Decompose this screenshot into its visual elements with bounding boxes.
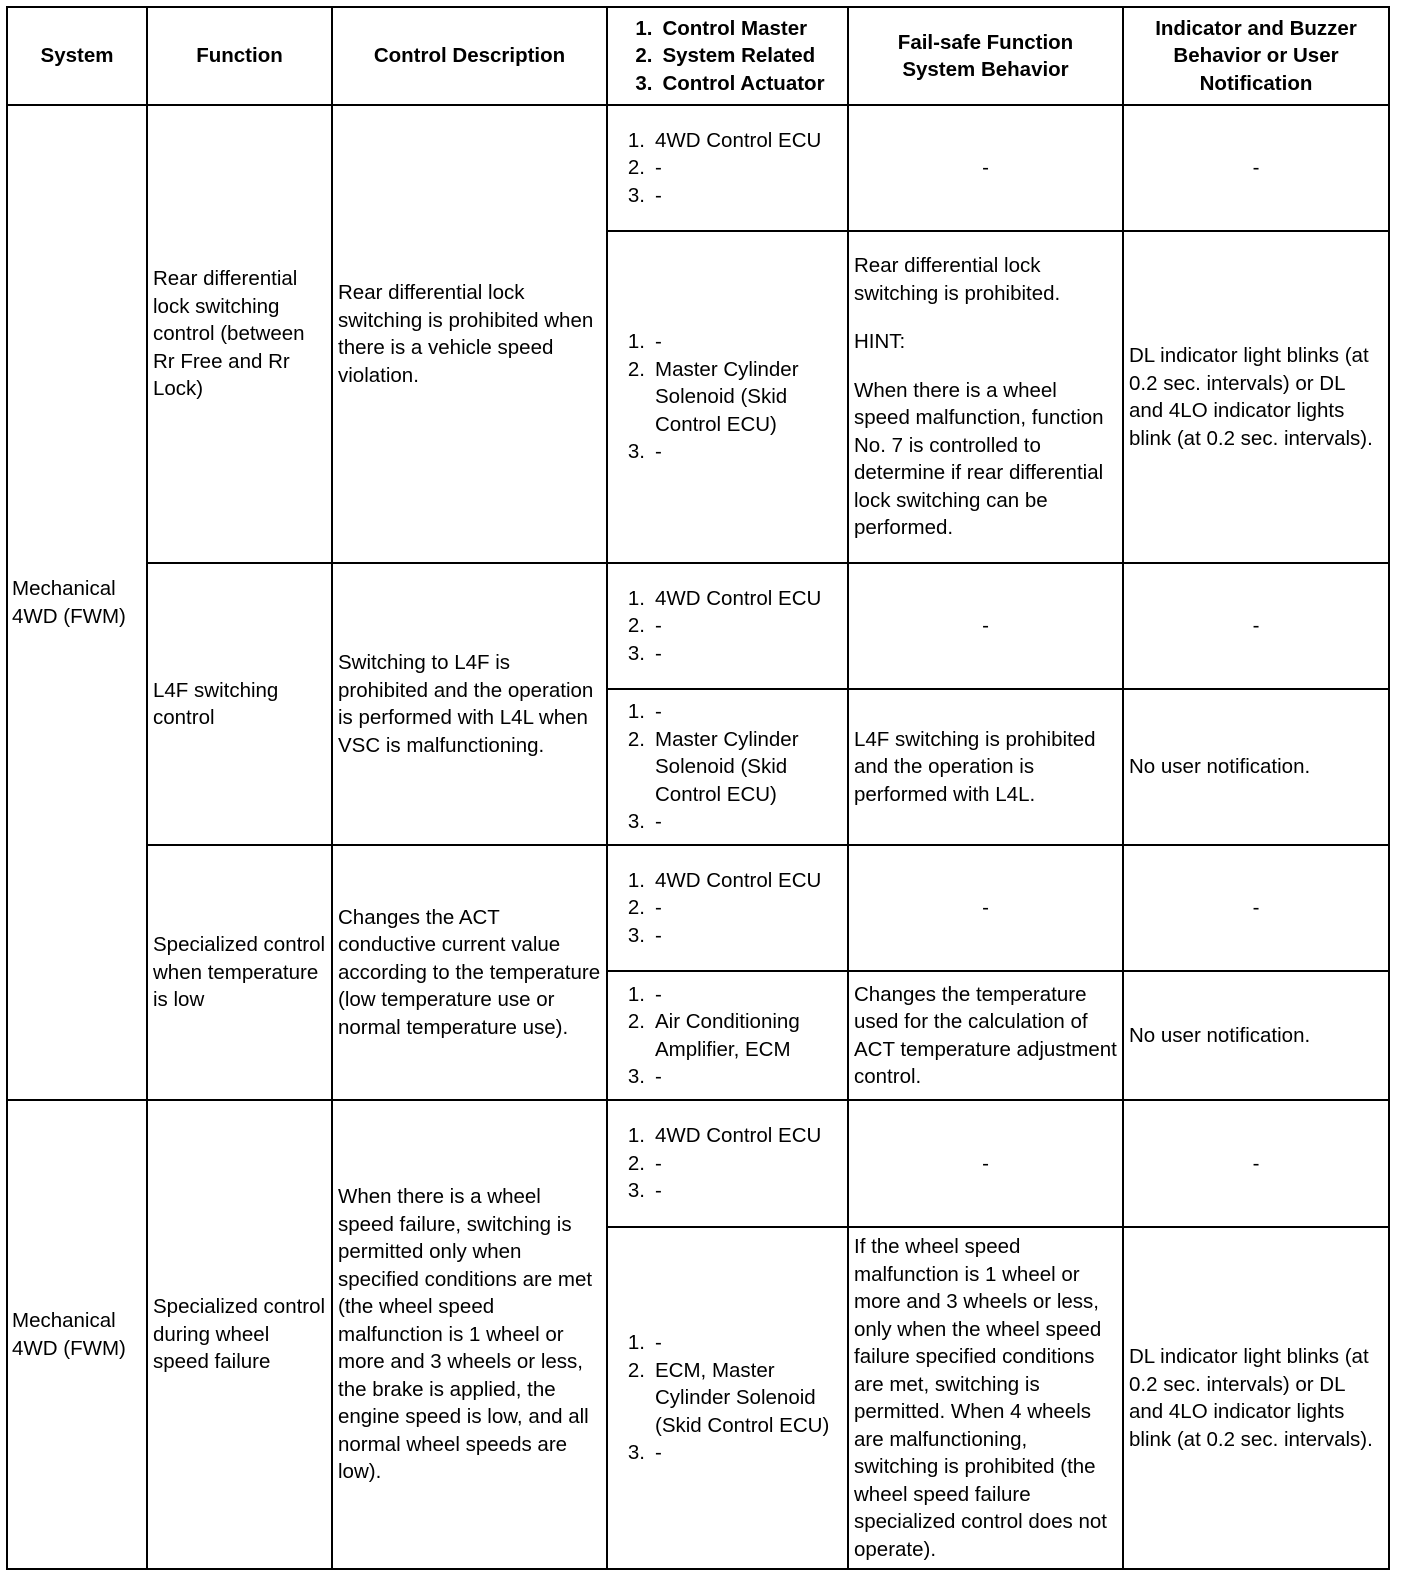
fail-safe-spec-table	[6, 6, 1390, 1570]
indicator-cell: DL indicator light blinks (at 0.2 sec. intervals) or DL and 4LO indicator lights blink (at 0.2 sec. intervals).	[1123, 231, 1389, 563]
roles-cell: 1. - 2. Air Conditioning Amplifier, ECM 3. -	[607, 971, 848, 1100]
failsafe-cell: -	[848, 1100, 1123, 1227]
hint-text: When there is a wheel speed malfunction, function No. 7 is controlled to determine if rear differential lock switching can be performed.	[854, 378, 1104, 540]
header-role-related: System Related	[662, 44, 816, 68]
header-system: System	[7, 7, 147, 105]
failsafe-cell: -	[848, 105, 1123, 231]
description-cell: Switching to L4F is prohibited and the operation is performed with L4L when VSC is malfunctioning.	[332, 563, 607, 845]
header-control-description: Control Description	[332, 7, 607, 105]
indicator-cell: No user notification.	[1123, 971, 1389, 1100]
roles-cell: 1. 4WD Control ECU 2. - 3. -	[607, 845, 848, 971]
header-indicator: Indicator and Buzzer Behavior or User Notification	[1123, 7, 1389, 105]
roles-cell: 1. - 2. Master Cylinder Solenoid (Skid Control ECU) 3. -	[607, 689, 848, 845]
header-failsafe: Fail-safe Function System Behavior	[848, 7, 1123, 105]
failsafe-cell: -	[848, 563, 1123, 689]
indicator-cell: -	[1123, 563, 1389, 689]
failsafe-cell: Changes the temperature used for the calculation of ACT temperature adjustment control.	[848, 971, 1123, 1100]
header-control-roles: 1. Control Master 2. System Related 3. Control Actuator	[607, 7, 848, 105]
table-row	[7, 1100, 1389, 1227]
indicator-cell: -	[1123, 105, 1389, 231]
roles-cell: 1. - 2. ECM, Master Cylinder Solenoid (Skid Control ECU) 3. -	[607, 1227, 848, 1569]
description-cell: Rear differential lock switching is prohibited when there is a vehicle speed violation.	[332, 105, 607, 563]
indicator-cell: -	[1123, 845, 1389, 971]
function-cell: Rear differential lock switching control (between Rr Free and Rr Lock)	[147, 105, 332, 563]
header-function: Function	[147, 7, 332, 105]
roles-cell: 1. 4WD Control ECU 2. - 3. -	[607, 1100, 848, 1227]
failsafe-cell: Rear differential lock switching is prohibited. HINT: When there is a wheel speed malfunction, function No. 7 is controlled to determine if rear differential lock switching can be performed.	[848, 231, 1123, 563]
system-cell: Mechanical 4WD (FWM)	[7, 1100, 147, 1569]
header-role-actuator: Control Actuator	[662, 71, 825, 95]
indicator-cell: -	[1123, 1100, 1389, 1227]
table-row	[7, 563, 1389, 689]
failsafe-cell: L4F switching is prohibited and the operation is performed with L4L.	[848, 689, 1123, 845]
roles-cell: 1. 4WD Control ECU 2. - 3. -	[607, 105, 848, 231]
description-cell: Changes the ACT conductive current value according to the temperature (low temperature use or normal temperature use).	[332, 845, 607, 1100]
system-cell: Mechanical 4WD (FWM)	[7, 105, 147, 1100]
function-cell: Specialized control when temperature is low	[147, 845, 332, 1100]
description-cell: When there is a wheel speed failure, switching is permitted only when specified conditions are met (the wheel speed malfunction is 1 wheel or more and 3 wheels or less, the brake is applied, the engine speed is low, and all normal wheel speeds are low).	[332, 1100, 607, 1569]
table-row	[7, 105, 1389, 231]
roles-cell: 1. - 2. Master Cylinder Solenoid (Skid Control ECU) 3. -	[607, 231, 848, 563]
failsafe-cell: -	[848, 845, 1123, 971]
header-role-master: Control Master	[662, 16, 808, 40]
hint-label: HINT:	[854, 330, 906, 354]
header-row	[7, 7, 1389, 105]
function-cell: Specialized control during wheel speed failure	[147, 1100, 332, 1569]
failsafe-cell: If the wheel speed malfunction is 1 wheel or more and 3 wheels or less, only when the wheel speed failure specified conditions are met, switching is permitted. When 4 wheels are malfunctioning, switching is prohibited (the wheel speed failure specialized control does not operate).	[848, 1227, 1123, 1569]
indicator-cell: DL indicator light blinks (at 0.2 sec. intervals) or DL and 4LO indicator lights blink (at 0.2 sec. intervals).	[1123, 1227, 1389, 1569]
roles-cell: 1. 4WD Control ECU 2. - 3. -	[607, 563, 848, 689]
function-cell: L4F switching control	[147, 563, 332, 845]
indicator-cell: No user notification.	[1123, 689, 1389, 845]
table-row	[7, 845, 1389, 971]
